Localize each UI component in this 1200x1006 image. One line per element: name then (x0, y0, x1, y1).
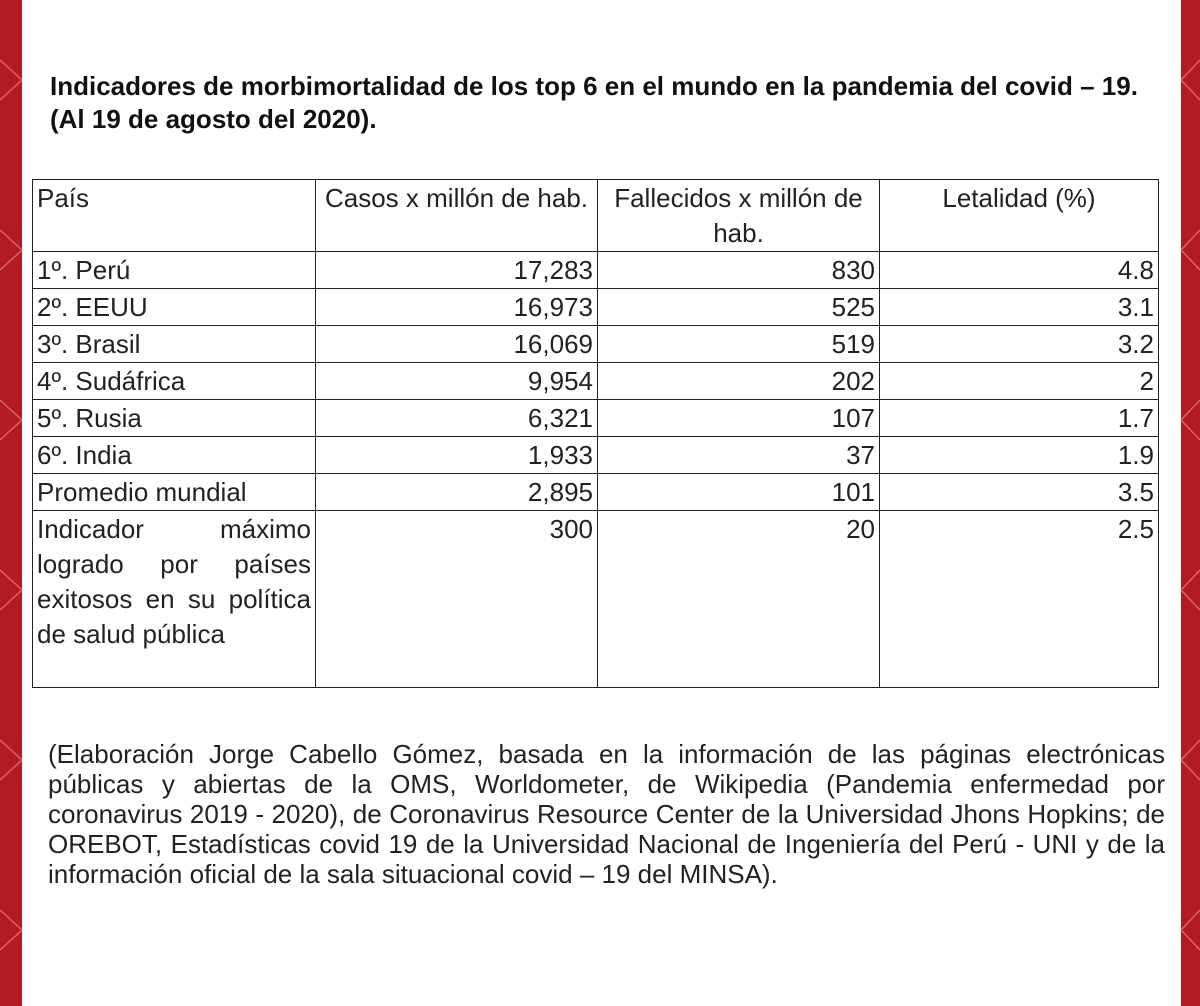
deaths-cell: 20 (598, 511, 880, 688)
cases-cell: 16,973 (316, 289, 598, 326)
country-cell: 6º. India (33, 437, 316, 474)
header-fallecidos: Fallecidos x millón de hab. (598, 180, 880, 252)
lethality-cell: 2 (880, 363, 1159, 400)
country-cell: 4º. Sudáfrica (33, 363, 316, 400)
country-cell: 5º. Rusia (33, 400, 316, 437)
cases-cell: 1,933 (316, 437, 598, 474)
country-cell: Promedio mundial (33, 474, 316, 511)
country-cell: Indicador máximo logrado por países exitosos en su política de salud pública (33, 511, 316, 688)
deaths-cell: 107 (598, 400, 880, 437)
table-row (33, 252, 1159, 289)
cases-cell: 2,895 (316, 474, 598, 511)
table-header-row (33, 180, 1159, 252)
header-pais: País (33, 180, 316, 252)
source-note: (Elaboración Jorge Cabello Gómez, basada en la información de las páginas electrónicas públicas y abiertas de la OMS, Worldometer, de Wikipedia (Pandemia enfermedad por coronavirus 2019 - 2020), de Coronavirus Resource Center de la Universidad Jhons Hopkins; de OREBOT, Estadísticas covid 19 de la Universidad Nacional de Ingeniería del Perú - UNI y de la información oficial de la sala situacional covid – 19 del MINSA). (48, 739, 1165, 889)
lethality-cell: 1.9 (880, 437, 1159, 474)
cases-cell: 6,321 (316, 400, 598, 437)
document-title: Indicadores de morbimortalidad de los top 6 en el mundo en la pandemia del covid – 19. (Al 19 de agosto del 2020). (50, 71, 1138, 134)
country-cell: 1º. Perú (33, 252, 316, 289)
deaths-cell: 519 (598, 326, 880, 363)
table-row (33, 363, 1159, 400)
lethality-cell: 2.5 (880, 511, 1159, 688)
table-row (33, 289, 1159, 326)
deaths-cell: 202 (598, 363, 880, 400)
indicators-table (32, 179, 1159, 688)
lethality-cell: 4.8 (880, 252, 1159, 289)
country-cell: 3º. Brasil (33, 326, 316, 363)
deaths-cell: 37 (598, 437, 880, 474)
document-page (22, 0, 1181, 1006)
lethality-cell: 1.7 (880, 400, 1159, 437)
lethality-cell: 3.2 (880, 326, 1159, 363)
cases-cell: 16,069 (316, 326, 598, 363)
header-letalidad: Letalidad (%) (880, 180, 1159, 252)
table-row (33, 326, 1159, 363)
header-casos: Casos x millón de hab. (316, 180, 598, 252)
deaths-cell: 525 (598, 289, 880, 326)
table-row (33, 437, 1159, 474)
country-cell: 2º. EEUU (33, 289, 316, 326)
deaths-cell: 830 (598, 252, 880, 289)
table-row (33, 511, 1159, 688)
deaths-cell: 101 (598, 474, 880, 511)
cases-cell: 300 (316, 511, 598, 688)
cases-cell: 9,954 (316, 363, 598, 400)
table-row (33, 400, 1159, 437)
table-row (33, 474, 1159, 511)
cases-cell: 17,283 (316, 252, 598, 289)
lethality-cell: 3.1 (880, 289, 1159, 326)
lethality-cell: 3.5 (880, 474, 1159, 511)
